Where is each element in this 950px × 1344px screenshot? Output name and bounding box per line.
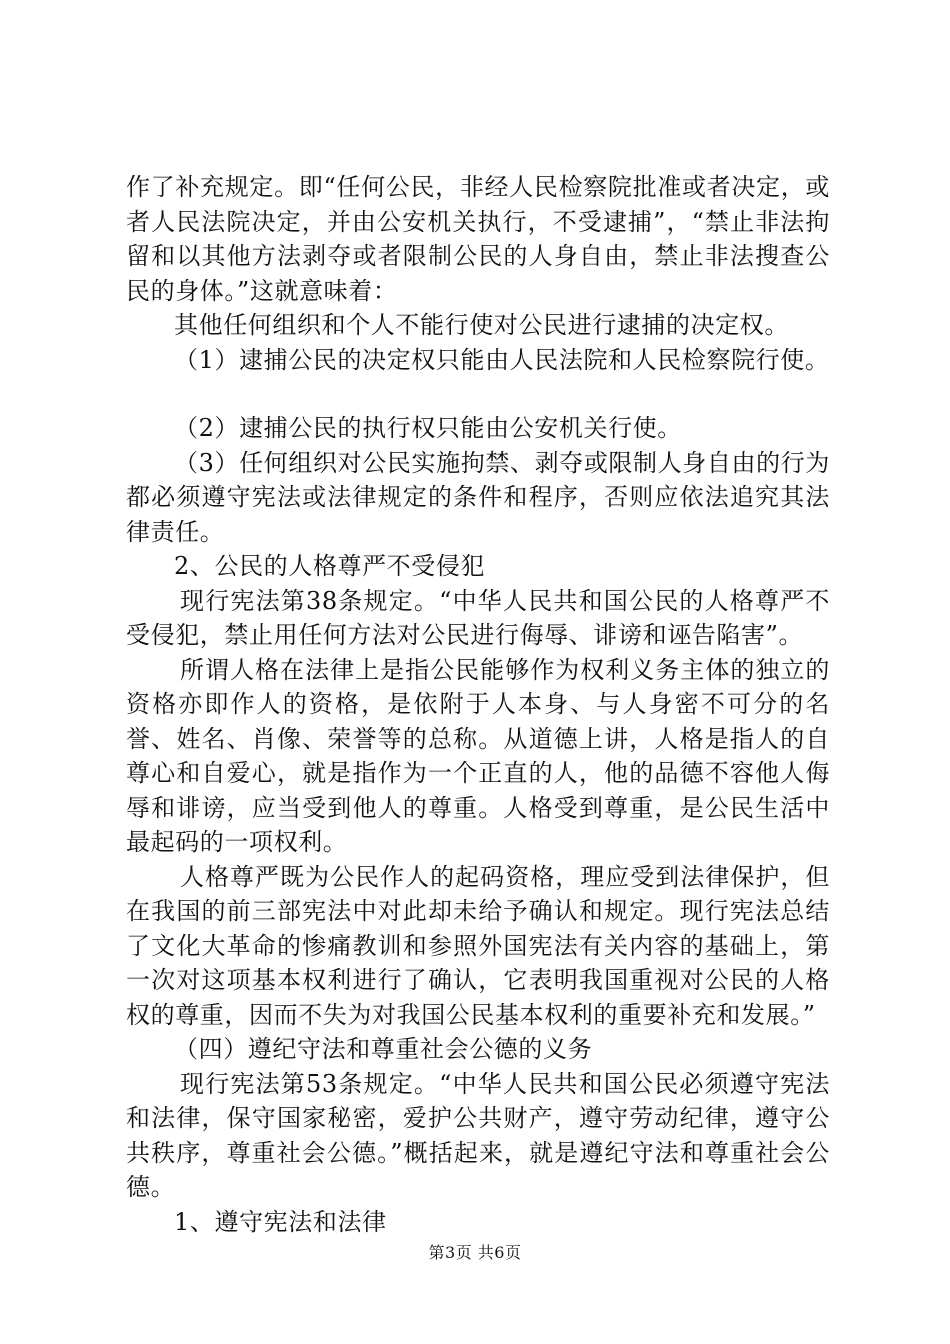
document-body	[126, 170, 830, 1239]
paragraph-continuation: 作了补充规定。即“任何公民，非经人民检察院批准或者决定，或者人民法院决定，并由公安机关执行，不受逮捕”，“禁止非法拘留和以其他方法剥夺或者限制公民的人身自由，禁止非法搜查公民的身体。”这就意味着：	[126, 173, 830, 305]
paragraph-dignity-protection: 人格尊严既为公民作人的起码资格，理应受到法律保护，但在我国的前三部宪法中对此却未给予确认和规定。现行宪法总结了文化大革命的惨痛教训和参照外国宪法有关内容的基础上，第一次对这项基本权利进行了确认，它表明我国重视对公民的人格权的尊重，因而不失为对我国公民基本权利的重要补充和发展。”	[126, 862, 830, 1029]
page-number-footer: 第3页 共6页	[428, 1243, 522, 1262]
paragraph-article-53: 现行宪法第53条规定。“中华人民共和国公民必须遵守宪法和法律，保守国家秘密，爱护公共财产，遵守劳动纪律，遵守公共秩序，尊重社会公德。”概括起来，就是遵纪守法和尊重社会公德。	[126, 1069, 830, 1201]
paragraph-personality-definition: 所谓人格在法律上是指公民能够作为权利义务主体的独立的资格亦即作人的资格，是依附于人本身、与人身密不可分的名誉、姓名、肖像、荣誉等的总称。从道德上讲，人格是指人的自尊心和自爱心，就是指作为一个正直的人，他的品德不容他人侮辱和诽谤，应当受到他人的尊重。人格受到尊重，是公民生活中最起码的一项权利。	[126, 655, 830, 856]
paragraph-item-2: （2）逮捕公民的执行权只能由公安机关行使。	[174, 414, 682, 442]
paragraph-item-3: （3）任何组织对公民实施拘禁、剥夺或限制人身自由的行为都必须遵守宪法或法律规定的条件和程序，否则应依法追究其法律责任。	[126, 448, 830, 546]
section-heading-obligations: （四）遵纪守法和尊重社会公德的义务	[174, 1035, 593, 1063]
section-heading-obey-law: 1、遵守宪法和法律	[174, 1207, 387, 1236]
paragraph-item-1: （1）逮捕公民的决定权只能由人民法院和人民检察院行使。	[174, 345, 830, 374]
paragraph-meaning: 其他任何组织和个人不能行使对公民进行逮捕的决定权。	[174, 311, 789, 339]
section-heading-personal-dignity: 2、公民的人格尊严不受侵犯	[174, 552, 486, 580]
paragraph-article-38: 现行宪法第38条规定。“中华人民共和国公民的人格尊严不受侵犯，禁止用任何方法对公民进行侮辱、诽谤和诬告陷害”。	[126, 586, 830, 649]
